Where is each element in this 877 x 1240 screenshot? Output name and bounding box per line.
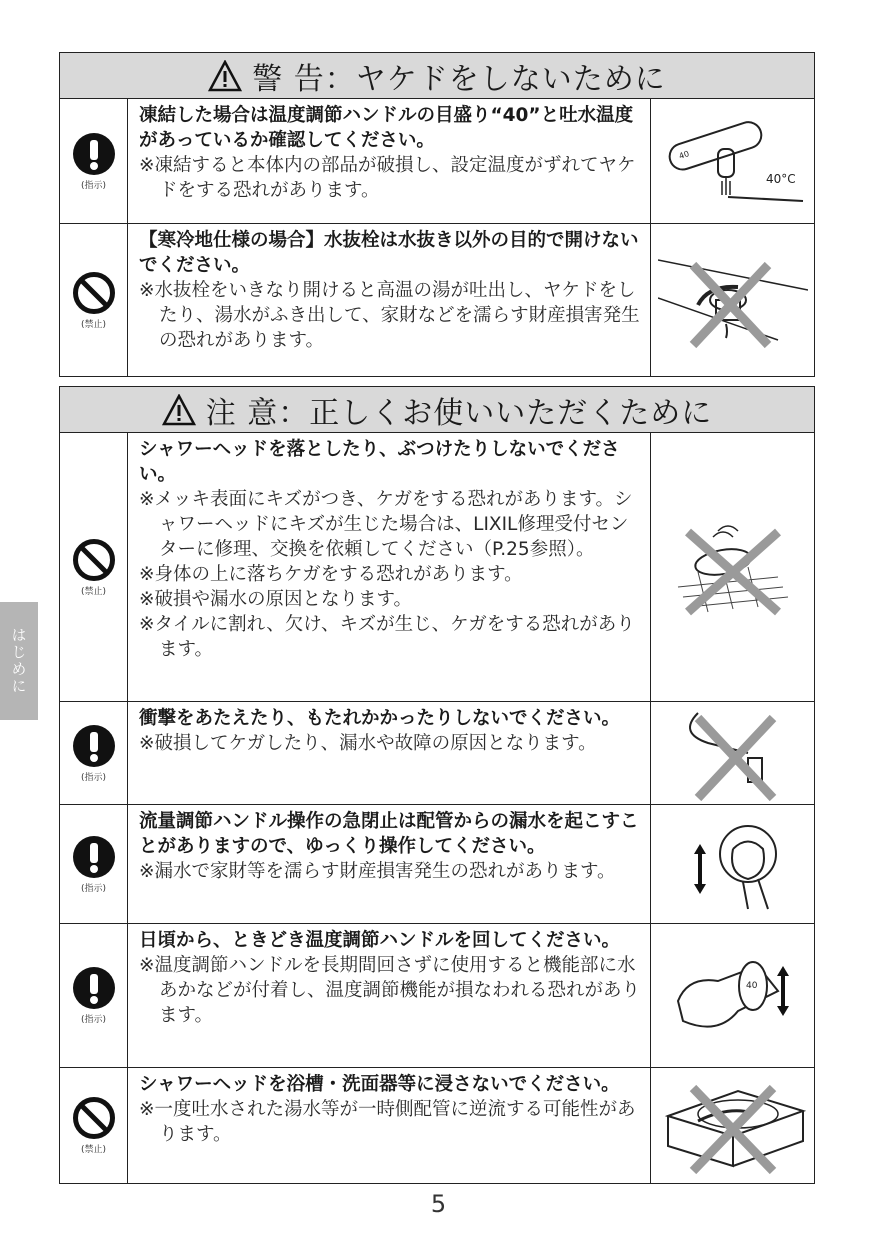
symbol-label: (指示) xyxy=(80,772,107,783)
illustration-cell xyxy=(651,433,814,701)
dropped-shower-illustration xyxy=(658,517,808,617)
faucet-temperature-illustration xyxy=(658,111,808,211)
drain-valve-illustration xyxy=(658,240,808,360)
warning-title: 警 告：ヤケドをしないために xyxy=(252,61,666,97)
caution-title: 注 意：正しくお使いいただくために xyxy=(205,395,713,431)
leaning-shower-illustration xyxy=(658,703,808,803)
warning-row xyxy=(60,99,814,224)
caution-note: ※温度調節ハンドルを長期間回さずに使用すると機能部に水あかなどが付着し、温度調節機能が損なわれる恐れがあります。 xyxy=(139,955,641,1026)
symbol-cell xyxy=(60,924,128,1067)
caution-lead: 衝撃をあたえたり、もたれかかったりしないでください。 xyxy=(139,708,621,729)
warning-note: ※水抜栓をいきなり開けると高温の湯が吐出し、ヤケドをしたり、湯水がふき出して、家財などを濡らす財産損害発生の恐れがあります。 xyxy=(139,280,640,351)
caution-text-cell xyxy=(128,805,651,923)
caution-section xyxy=(59,386,815,1184)
mandatory-icon xyxy=(72,835,116,879)
symbol-cell xyxy=(60,805,128,923)
warning-header xyxy=(60,53,814,99)
caution-note: ※タイルに割れ、欠け、キズが生じ、ケガをする恐れがあります。 xyxy=(139,614,635,660)
caution-note: ※メッキ表面にキズがつき、ケガをする恐れがあります。シャワーヘッドにキズが生じた場合は、LIXIL修理受付センターに修理、交換を依頼してください（P.25参照）。 xyxy=(139,489,633,560)
symbol-label: (指示) xyxy=(80,883,107,894)
illustration-cell xyxy=(651,924,814,1067)
caution-row xyxy=(60,1068,814,1183)
warning-text-cell xyxy=(128,224,651,376)
warning-row xyxy=(60,224,814,376)
illustration-cell xyxy=(651,99,814,223)
symbol-cell xyxy=(60,224,128,376)
warning-lead: 凍結した場合は温度調節ハンドルの目盛り“40”と吐水温度があっているか確認してください。 xyxy=(139,105,634,151)
illustration-cell xyxy=(651,1068,814,1183)
caution-note: ※一度吐水された湯水等が一時側配管に逆流する可能性があります。 xyxy=(139,1099,636,1145)
caution-row xyxy=(60,433,814,702)
caution-triangle-icon xyxy=(162,394,196,426)
caution-note: ※漏水で家財等を濡らす財産損害発生の恐れがあります。 xyxy=(139,861,616,882)
illustration-cell xyxy=(651,702,814,804)
page-number: 5 xyxy=(430,1190,447,1218)
caution-note: ※破損や漏水の原因となります。 xyxy=(139,589,413,610)
caution-note: ※破損してケガしたり、漏水や故障の原因となります。 xyxy=(139,733,597,754)
symbol-cell xyxy=(60,433,128,701)
svg-text:40: 40 xyxy=(677,149,690,161)
symbol-label: (禁止) xyxy=(80,319,107,330)
symbol-cell xyxy=(60,99,128,223)
symbol-cell xyxy=(60,702,128,804)
caution-text-cell xyxy=(128,702,651,804)
caution-header xyxy=(60,387,814,433)
warning-section xyxy=(59,52,815,377)
mandatory-icon xyxy=(72,132,116,176)
caution-row xyxy=(60,805,814,924)
symbol-cell xyxy=(60,1068,128,1183)
prohibited-icon xyxy=(72,538,116,582)
caution-lead: 流量調節ハンドル操作の急閉止は配管からの漏水を起こすことがありますので、ゆっくり操作してください。 xyxy=(139,811,639,857)
caution-row xyxy=(60,924,814,1068)
svg-text:40: 40 xyxy=(745,980,757,991)
mandatory-icon xyxy=(72,966,116,1010)
temperature-handle-illustration xyxy=(658,946,808,1046)
caution-text-cell xyxy=(128,433,651,701)
caution-text-cell xyxy=(128,1068,651,1183)
caution-lead: 日頃から、ときどき温度調節ハンドルを回してください。 xyxy=(139,930,621,951)
symbol-label: (禁止) xyxy=(80,1145,107,1155)
chapter-side-tab: はじめに xyxy=(0,602,38,720)
warning-triangle-icon xyxy=(208,60,242,92)
illustration-cell xyxy=(651,805,814,923)
illustration-cell xyxy=(651,224,814,376)
caution-note: ※身体の上に落ちケガをする恐れがあります。 xyxy=(139,564,523,585)
caution-lead: シャワーヘッドを浴槽・洗面器等に浸さないでください。 xyxy=(139,1074,620,1095)
symbol-label: (指示) xyxy=(80,180,107,191)
caution-text-cell xyxy=(128,924,651,1067)
flow-handle-illustration xyxy=(658,814,808,914)
prohibited-icon xyxy=(72,271,116,315)
prohibited-icon xyxy=(72,1096,116,1140)
caution-row xyxy=(60,702,814,805)
submerged-shower-illustration xyxy=(658,1076,808,1176)
warning-lead: 【寒冷地仕様の場合】水抜栓は水抜き以外の目的で開けないでください。 xyxy=(139,230,639,276)
mandatory-icon xyxy=(72,724,116,768)
warning-text-cell xyxy=(128,99,651,223)
symbol-label: (指示) xyxy=(80,1015,107,1025)
caution-lead: シャワーヘッドを落としたり、ぶつけたりしないでください。 xyxy=(139,439,620,485)
temperature-label: 40°C xyxy=(765,172,796,186)
symbol-label: (禁止) xyxy=(80,586,107,597)
warning-note: ※凍結すると本体内の部品が破損し、設定温度がずれてヤケドをする恐れがあります。 xyxy=(139,155,636,201)
